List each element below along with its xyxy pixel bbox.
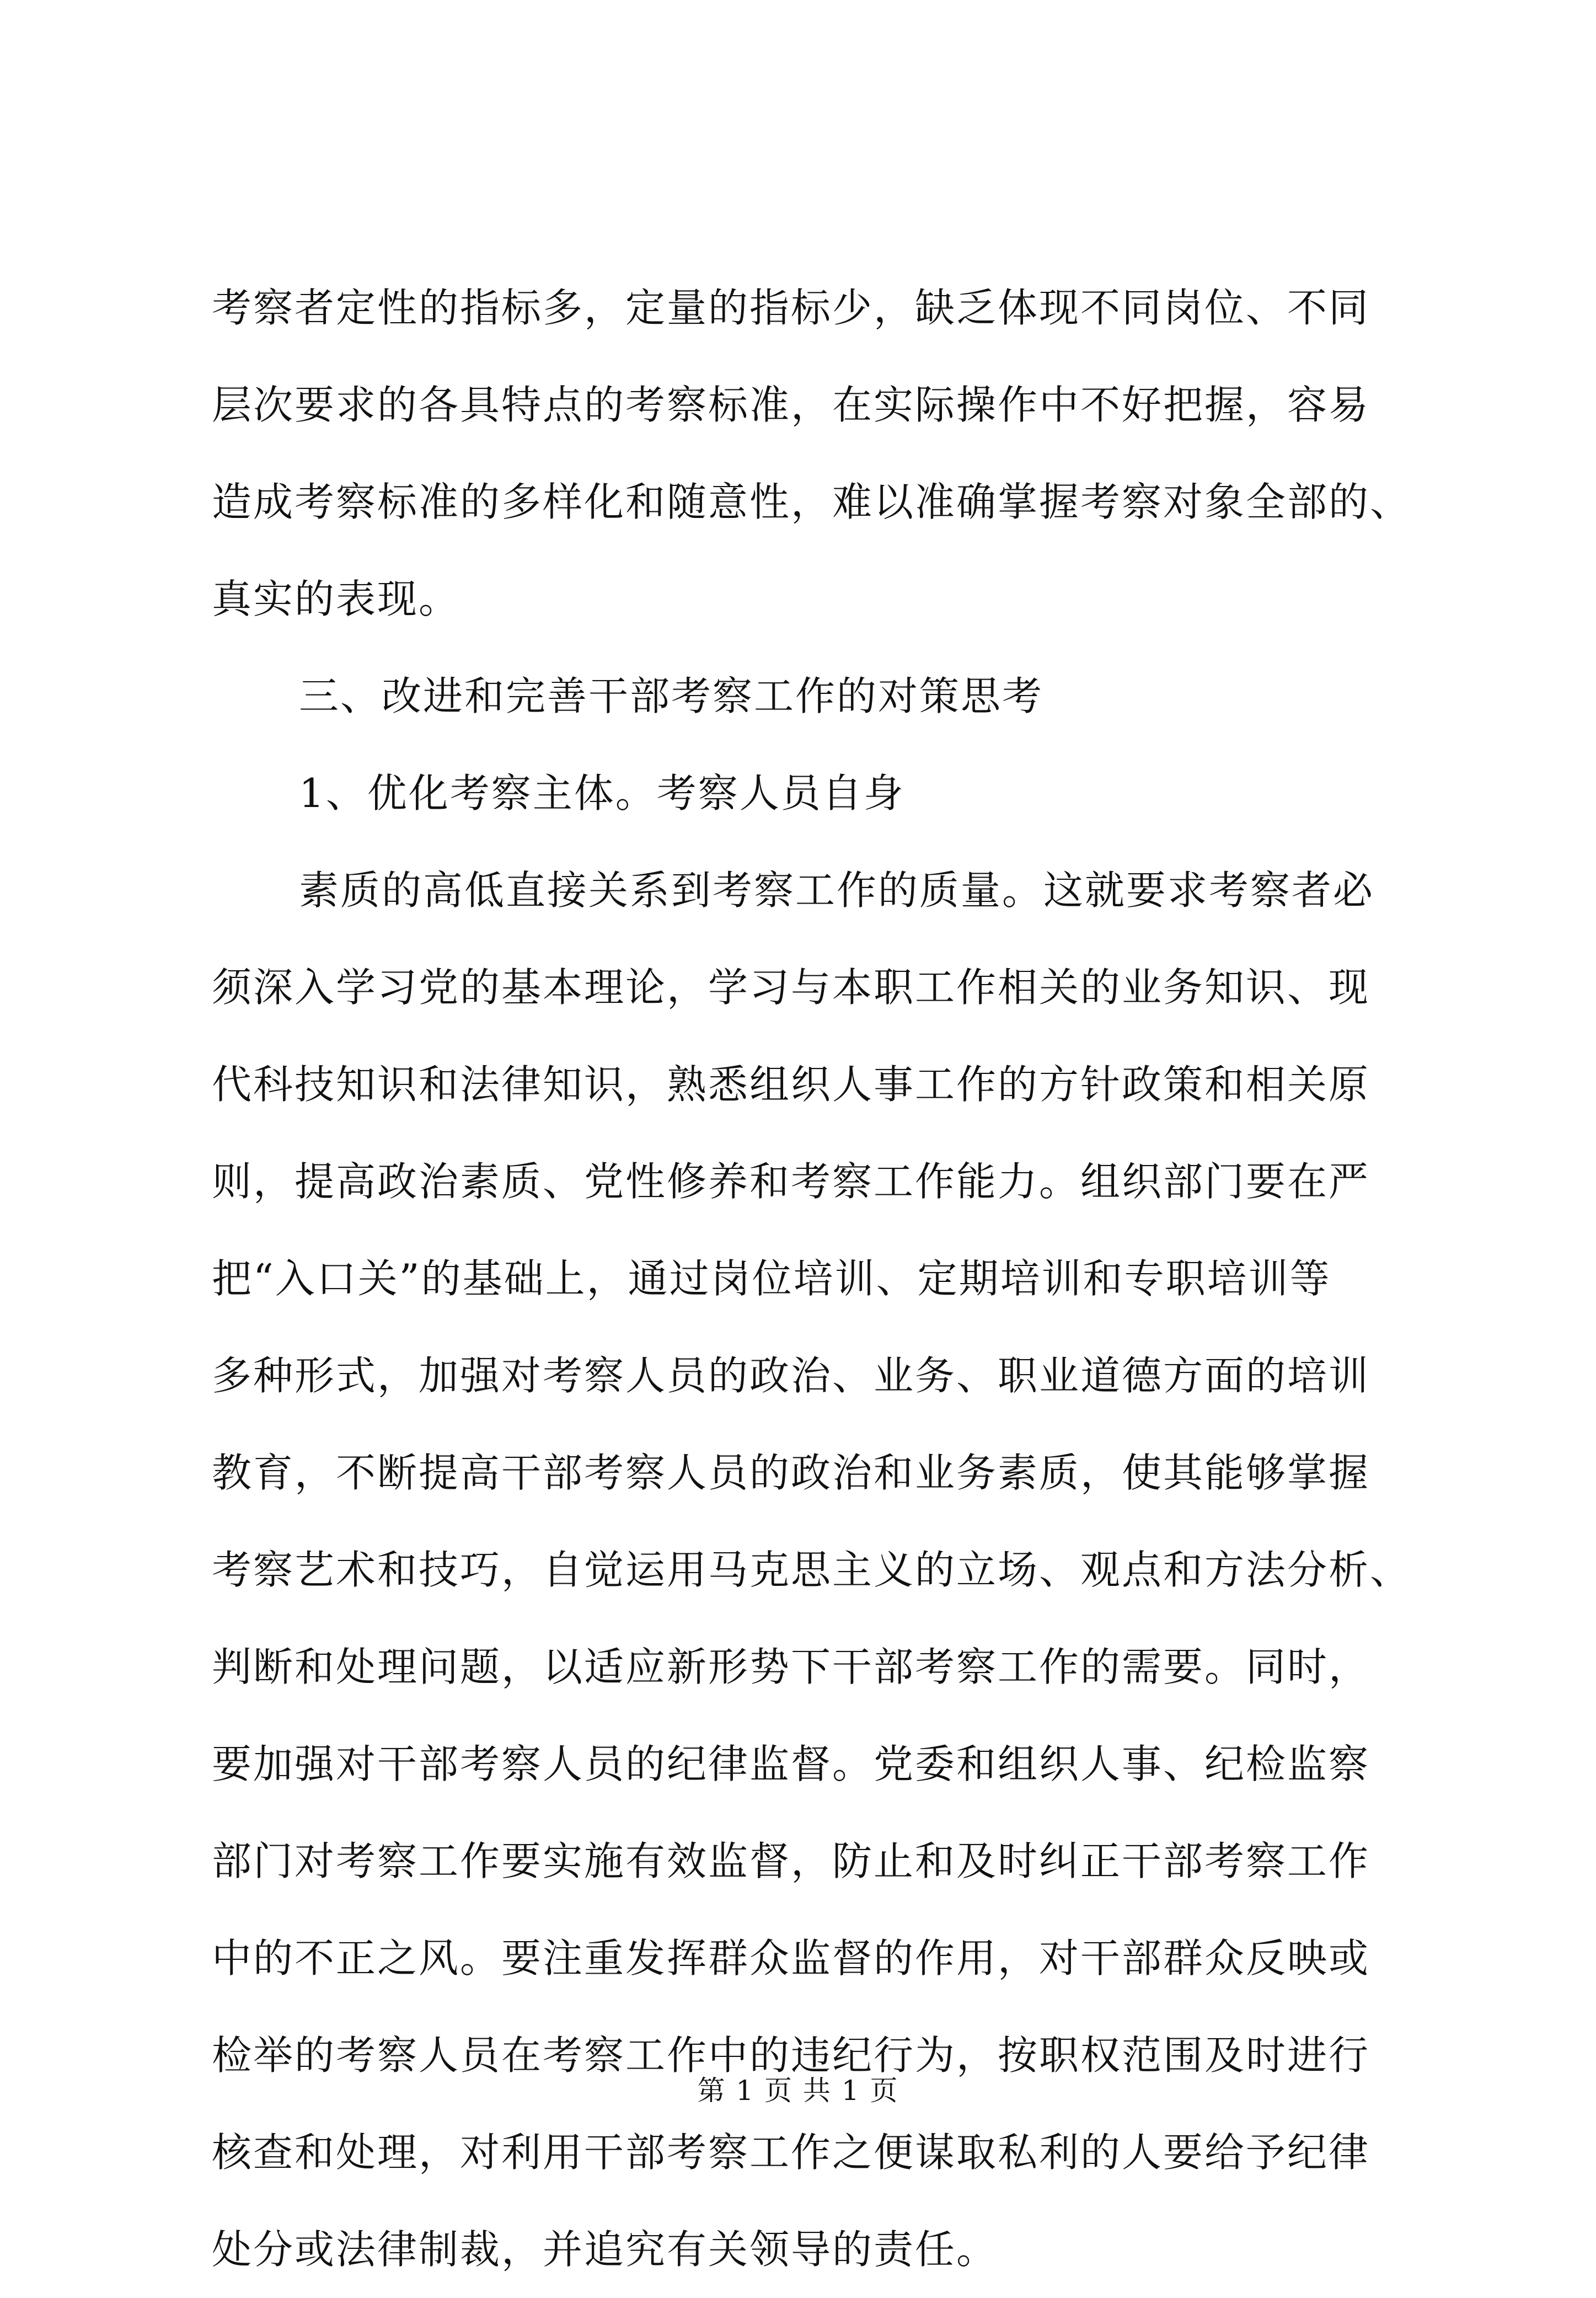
text-line: 中的不正之风。要注重发挥群众监督的作用，对干部群众反映或	[212, 1935, 1370, 1981]
text-line: 则，提高政治素质、党性修养和考察工作能力。组织部门要在严	[212, 1158, 1370, 1205]
text-line: 素质的高低直接关系到考察工作的质量。这就要求考察者必	[299, 867, 1375, 913]
text-line: 把“入口关”的基础上，通过岗位培训、定期培训和专职培训等	[212, 1255, 1331, 1302]
text-line: 三、改进和完善干部考察工作的对策思考	[299, 673, 1044, 719]
text-line: 真实的表现。	[212, 576, 460, 622]
text-line: 判断和处理问题，以适应新形势下干部考察工作的需要。同时，	[212, 1644, 1370, 1690]
text-line: 多种形式，加强对考察人员的政治、业务、职业道德方面的培训	[212, 1353, 1370, 1399]
text-line: 代科技知识和法律知识，熟悉组织人事工作的方针政策和相关原	[212, 1061, 1370, 1108]
text-line: 要加强对干部考察人员的纪律监督。党委和组织人事、纪检监察	[212, 1741, 1370, 1787]
document-body	[212, 259, 1469, 2298]
text-line: 考察者定性的指标多，定量的指标少，缺乏体现不同岗位、不同	[212, 285, 1370, 331]
text-line: 须深入学习党的基本理论，学习与本职工作相关的业务知识、现	[212, 964, 1370, 1011]
text-line: 造成考察标准的多样化和随意性，难以准确掌握考察对象全部的、	[212, 479, 1412, 525]
text-line: 检举的考察人员在考察工作中的违纪行为，按职权范围及时进行	[212, 2032, 1370, 2078]
text-line: 考察艺术和技巧，自觉运用马克思主义的立场、观点和方法分析、	[212, 1547, 1412, 1593]
text-line: 处分或法律制裁，并追究有关领导的责任。	[212, 2226, 998, 2273]
text-line: 核查和处理，对利用干部考察工作之便谋取私利的人要给予纪律	[212, 2129, 1370, 2176]
text-line: 部门对考察工作要实施有效监督，防止和及时纠正干部考察工作	[212, 1838, 1370, 1884]
text-line: 层次要求的各具特点的考察标准，在实际操作中不好把握，容易	[212, 382, 1370, 428]
text-line: 1、优化考察主体。考察人员自身	[299, 770, 905, 816]
page-footer: 第 1 页 共 1 页	[697, 2075, 899, 2107]
text-line: 教育，不断提高干部考察人员的政治和业务素质，使其能够掌握	[212, 1450, 1370, 1496]
